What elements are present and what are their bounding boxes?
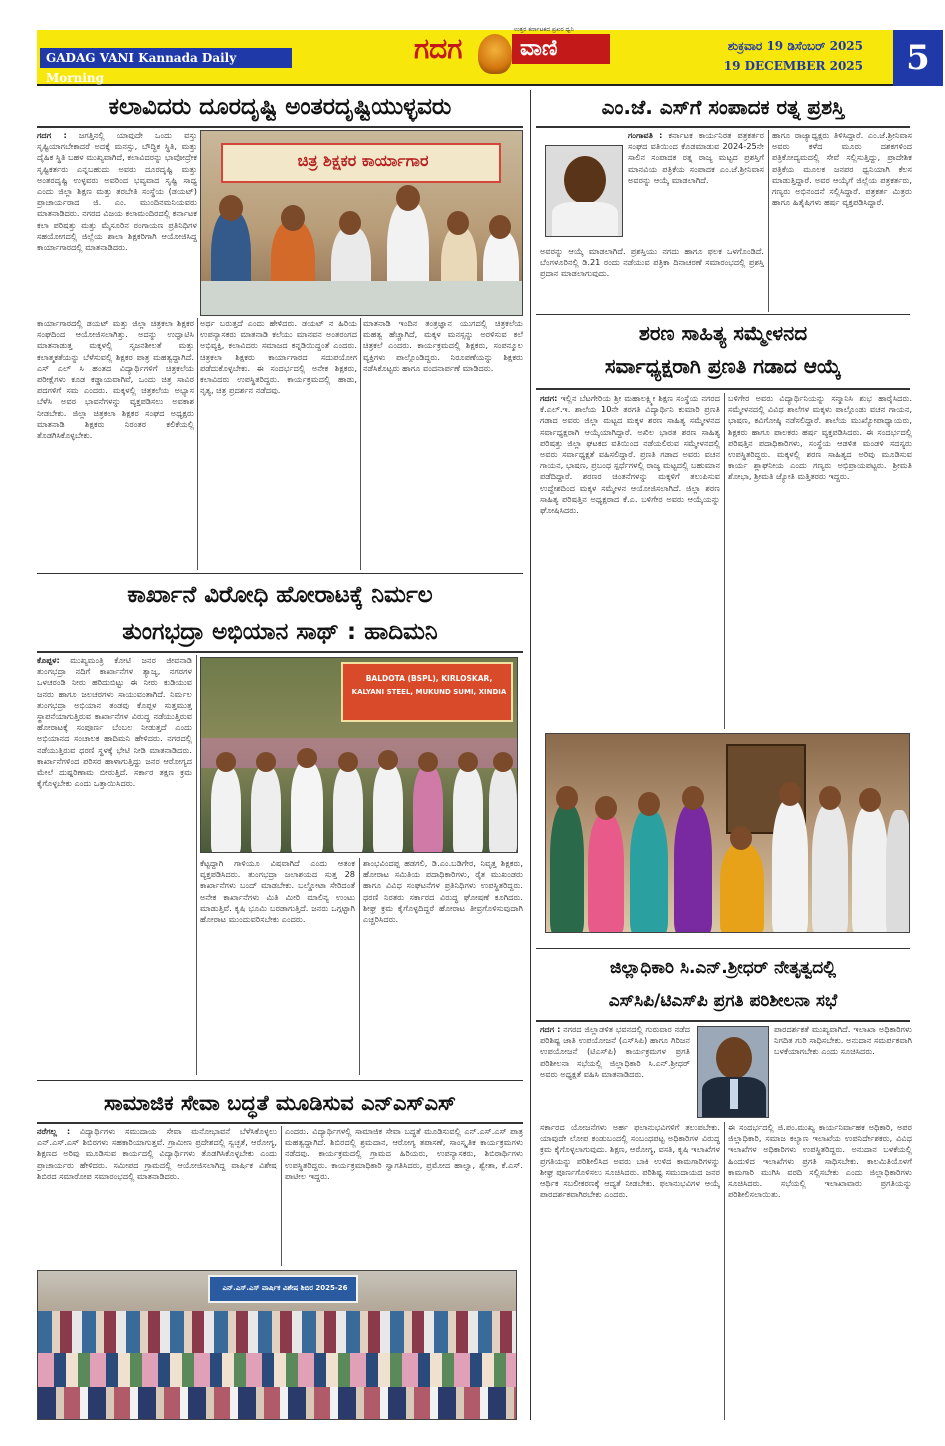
dc-portrait [697, 1026, 769, 1118]
factory-rule [37, 651, 523, 653]
factory-dateline: ಕೊಪ್ಪಳ: [37, 655, 60, 665]
artists-headline: ಕಲಾವಿದರು ದೂರದೃಷ್ಟಿ ಅಂತರದೃಷ್ಟಿಯುಳ್ಳವರು [108, 94, 452, 120]
nss-body-col1-text: ವಿದ್ಯಾರ್ಥಿಗಳು ಸಮುದಾಯ ಸೇವಾ ಮನೋಭಾವನೆ ಬೆಳೆಸಿಕೊಳ್ಳಲು ಎನ್.ಎಸ್.ಎಸ್ ಶಿಬಿರಗಳು ಸಹಕಾರಿಯಾಗುತ್ತವೆ. ಗ್ರಾಮೀಣ ಪ್ರದೇಶದಲ್ಲಿ ಸ್ವಚ್ಛತೆ, ಆರೋಗ್ಯ, ಶಿಕ್ಷಣದ ಅರಿವು ಮೂಡಿಸುವ ಕಾರ್ಯದಲ್ಲಿ ವಿದ್ಯಾರ್ಥಿಗಳು ತೊಡಗಿಸಿಕೊಳ್ಳಬೇಕು ಎಂದು ಪ್ರಾಚಾರ್ಯರು ಹೇಳಿದರು. ಸಮೀಪದ ಗ್ರಾಮದಲ್ಲಿ ಆಯೋಜಿಸಲಾಗಿದ್ದ ವಾರ್ಷಿಕ ವಿಶೇಷ ಶಿಬಿರದ ಸಮಾರೋಪ ಸಮಾರಂಭದಲ್ಲಿ ಮಾತನಾಡಿದರು. [37, 1126, 277, 1181]
paper-logo [414, 26, 614, 76]
sharana-body-col1-text: ಇಲ್ಲಿನ ಬೆಟಗೇರಿಯ ಶ್ರೀ ಮಹಾಲಕ್ಷ್ಮೀ ಶಿಕ್ಷಣ ಸಂಸ್ಥೆಯ ನಗರದ ಕೆ.ಎಲ್.ಇ. ಶಾಲೆಯ 10ನೇ ತರಗತಿ ವಿದ್ಯಾರ್ಥಿನಿ ಕುಮಾರಿ ಪ್ರಣತಿ ಗಡಾದ ಅವರು ಜಿಲ್ಲಾ ಮಟ್ಟದ ಮಕ್ಕಳ ಶರಣ ಸಾಹಿತ್ಯ ಸಮ್ಮೇಳನದ ಸರ್ವಾಧ್ಯಕ್ಷರಾಗಿ ಆಯ್ಕೆಯಾಗಿದ್ದಾರೆ. ಅಖಿಲ ಭಾರತ ಶರಣ ಸಾಹಿತ್ಯ ಪರಿಷತ್ತು ಜಿಲ್ಲಾ ಘಟಕದ ವತಿಯಿಂದ ನಡೆಯಲಿರುವ ಸಮ್ಮೇಳನದಲ್ಲಿ ಅವರು ಸರ್ವಾಧ್ಯಕ್ಷತೆ ವಹಿಸಲಿದ್ದಾರೆ. ಪ್ರಣತಿ ಗಡಾದ ಅವರು ವಚನ ಗಾಯನ, ಭಾಷಣ, ಪ್ರಬಂಧ ಸ್ಪರ್ಧೆಗಳಲ್ಲಿ ರಾಜ್ಯ ಮಟ್ಟದಲ್ಲಿ ಬಹುಮಾನ ಪಡೆದಿದ್ದಾರೆ. ಶರಣರ ಚಿಂತನೆಗಳನ್ನು ಮಕ್ಕಳಿಗೆ ತಲುಪಿಸುವ ಉದ್ದೇಶದಿಂದ ಮಕ್ಕಳ ಸಮ್ಮೇಳನ ಆಯೋಜಿಸಲಾಗಿದೆ. ಜಿಲ್ಲಾ ಶರಣ ಸಾಹಿತ್ಯ ಪರಿಷತ್ತಿನ ಅಧ್ಯಕ್ಷರಾದ ಕೆ.ಎ. ಬಳಿಗೇರ ಅವರು ಆಯ್ಕೆಯನ್ನು ಘೋಷಿಸಿದರು. [540, 393, 720, 516]
editor-award-dateline: ಗಂಗಾವತಿ : [628, 130, 663, 140]
artists-body-top [37, 130, 197, 316]
sharana-body-col1 [540, 393, 720, 729]
factory-photo-head [418, 752, 438, 772]
logo-tagline: ಉತ್ತರ ಕರ್ನಾಟಕದ ಪ್ರಖರ ಧ್ವನಿ [514, 26, 574, 33]
artists-photo-head [396, 185, 420, 211]
editor-portrait [545, 145, 623, 237]
factory-photo-banner [341, 662, 513, 722]
factory-headline-line1: ಕಾರ್ಖಾನೆ ವಿರೋಧಿ ಹೋರಾಟಕ್ಕೆ ನಿರ್ಮಲ [127, 582, 433, 608]
artists-photo-head [489, 215, 511, 239]
sharana-photo-person [772, 800, 808, 933]
editor-award-body-right [628, 130, 764, 245]
date-kannada: ಶುಕ್ರವಾರ 19 ಡಿಸೆಂಬರ್ 2025 [727, 39, 863, 53]
factory-body-col2: ಕೆಟ್ಟದ್ದಾಗಿ ಗಾಳಿಯೂ ವಿಷವಾಗಿದೆ ಎಂದು ಆತಂಕ ವ್ಯಕ್ತಪಡಿಸಿದರು. ತುಂಗಭದ್ರಾ ಜಲಾಶಯದ ಸುತ್ತ 28 ಕಾರ್ಖಾನೆಗಳು ಬಂದ್ ಮಾಡಬೇಕು. ಬಲ್ಡೋಟಾ ಸೇರಿದಂತೆ ಅನೇಕ ಕಾರ್ಖಾನೆಗಳು ಮಿತಿ ಮೀರಿ ಮಾಲಿನ್ಯ ಉಂಟು ಮಾಡುತ್ತಿವೆ. ಕೃಷಿ ಭೂಮಿ ಬರಡಾಗುತ್ತಿದೆ. ಜನರು ಒಗ್ಗಟ್ಟಾಗಿ ಹೋರಾಟ ಮುಂದುವರಿಸಬೇಕು ಎಂದರು. [200, 858, 355, 925]
artists-photo-table [201, 281, 523, 316]
factory-body-col3: ಶಾಂಭವಿಂದಪ್ಪ ಹಡಗಲಿ, ಡಿ.ಎಂ.ಬಡಿಗೇರ, ನಿವೃತ್ತ ಶಿಕ್ಷಕರು, ಹೋರಾಟ ಸಮಿತಿಯ ಪದಾಧಿಕಾರಿಗಳು, ರೈತ ಮುಖಂಡರು ಹಾಗೂ ವಿವಿಧ ಸಂಘಟನೆಗಳ ಪ್ರತಿನಿಧಿಗಳು ಉಪಸ್ಥಿತರಿದ್ದರು. ಧರಣಿ ನಿರತರು ಸರ್ಕಾರದ ವಿರುದ್ಧ ಘೋಷಣೆ ಕೂಗಿದರು. ಶೀಘ್ರ ಕ್ರಮ ಕೈಗೊಳ್ಳದಿದ್ದರೆ ಹೋರಾಟ ತೀವ್ರಗೊಳಿಸುವುದಾಗಿ ಎಚ್ಚರಿಸಿದರು. [363, 858, 523, 925]
sharana-photo-person [630, 810, 668, 933]
factory-photo-person [489, 766, 517, 853]
artists-body-col2: ಅರ್ಥ ಬರುತ್ತದೆ ಎಂದು ಹೇಳಿದರು. ಡಯಟ್ ನ ಹಿರಿಯ ಉಪನ್ಯಾಸಕರು ಮಾತನಾಡಿ ಕಲೆಯು ಮಾನವನ ಅಂತರಂಗದ ಅಭಿವ್ಯಕ್ತಿ, ಕಲಾವಿದರು ಸಮಾಜದ ಕನ್ನಡಿಯಿದ್ದಂತೆ ಎಂದರು. ಚಿತ್ರಕಲಾ ಶಿಕ್ಷಕರು ಕಾರ್ಯಾಗಾರದ ಸದುಪಯೋಗ ಪಡೆದುಕೊಳ್ಳಬೇಕು. ಈ ಸಂದರ್ಭದಲ್ಲಿ ಅನೇಕ ಶಿಕ್ಷಕರು, ಕಲಾವಿದರು ಉಪಸ್ಥಿತರಿದ್ದರು. ಕಾರ್ಯಕ್ರಮದಲ್ಲಿ ಹಾಡು, ನೃತ್ಯ, ಚಿತ್ರ ಪ್ರದರ್ಶನ ನಡೆದವು. [200, 318, 357, 396]
editor-award-body-right-text: ಕರ್ನಾಟಕ ಕಾರ್ಯನಿರತ ಪತ್ರಕರ್ತರ ಸಂಘದ ವತಿಯಿಂದ ಕೊಡಮಾಡುವ 2024-25ನೇ ಸಾಲಿನ ಸಂಪಾದಕ ರತ್ನ ರಾಜ್ಯ ಮಟ್ಟದ ಪ್ರಶಸ್ತಿಗೆ ಮಾನವಿಯ ಪತ್ರಿಕೆಯ ಸಂಪಾದಕ ಎಂ.ಜೆ.ಶ್ರೀನಿವಾಸ ಅವರನ್ನು ಆಯ್ಕೆ ಮಾಡಲಾಗಿದೆ. [628, 130, 764, 185]
artists-photo-head [447, 211, 469, 235]
editor-award-rule [536, 126, 910, 128]
logo-right-text: ವಾಣಿ [512, 34, 610, 64]
sharana-photo-person [674, 804, 712, 933]
factory-body-left-text: ಮುಖ್ಯಮಂತ್ರಿ ಕೋಟಿ ಜನರ ಜೀವನಾಡಿ ತುಂಗಭದ್ರಾ ನದಿಗೆ ಕಾರ್ಖಾನೆಗಳ ತ್ಯಾಜ್ಯ, ನಗರಗಳ ಒಳಚರಂಡಿ ನೀರು ಹರಿದುಬಿಟ್ಟು ಈ ನೀರು ಕುಡಿಯುವ ಜನರು ಹಾಗೂ ಜಲಚರಗಳು ಸಾಯುವಂತಾಗಿದೆ. ನಿರ್ಮಲ ತುಂಗಭದ್ರಾ ಅಭಿಯಾನ ತಂಡವು ಕೊಪ್ಪಳ ಸುತ್ತಮುತ್ತ ಸ್ಥಾಪನೆಯಾಗುತ್ತಿರುವ ಕಾರ್ಖಾನೆಗಳ ವಿರುದ್ಧ ನಡೆಯುತ್ತಿರುವ ಹೋರಾಟಕ್ಕೆ ಸಂಪೂರ್ಣ ಬೆಂಬಲ ನೀಡುತ್ತದೆ ಎಂದು ಅಭಿಯಾನದ ಸಂಚಾಲಕ ಹಾದಿಮನಿ ಹೇಳಿದರು. ನಗರದಲ್ಲಿ ನಡೆಯುತ್ತಿರುವ ಧರಣಿ ಸ್ಥಳಕ್ಕೆ ಭೇಟಿ ನೀಡಿ ಮಾತನಾಡಿದರು. ಕಾರ್ಖಾನೆಗಳಿಂದ ಪರಿಸರ ಹಾಳಾಗುತ್ತಿದ್ದು ಜನರ ಆರೋಗ್ಯದ ಮೇಲೆ ದುಷ್ಪರಿಣಾಮ ಬೀರುತ್ತಿದೆ. ಸರ್ಕಾರ ತಕ್ಷಣ ಕ್ರಮ ಕೈಗೊಳ್ಳಬೇಕು ಎಂದು ಒತ್ತಾಯಿಸಿದರು. [37, 655, 192, 789]
sharana-headline-line2: ಸರ್ವಾಧ್ಯಕ್ಷರಾಗಿ ಪ್ರಣತಿ ಗಡಾದ ಆಯ್ಕೆ [604, 354, 842, 378]
section-rule [536, 948, 910, 949]
factory-photo-person [413, 766, 443, 853]
sharana-photo-head [819, 786, 841, 810]
factory-photo-head [297, 748, 317, 768]
factory-photo [200, 657, 518, 853]
sharana-photo-head [595, 796, 617, 820]
dc-body-col2: ಈ ಸಂದರ್ಭದಲ್ಲಿ ಜಿ.ಪಂ.ಮುಖ್ಯ ಕಾರ್ಯನಿರ್ವಾಹಕ ಅಧಿಕಾರಿ, ಅಪರ ಜಿಲ್ಲಾಧಿಕಾರಿ, ಸಮಾಜ ಕಲ್ಯಾಣ ಇಲಾಖೆಯ ಉಪನಿರ್ದೇಶಕರು, ವಿವಿಧ ಇಲಾಖೆಗಳ ಅಧಿಕಾರಿಗಳು ಉಪಸ್ಥಿತರಿದ್ದರು. ಅನುದಾನ ಬಳಕೆಯಲ್ಲಿ ಹಿಂದುಳಿದ ಇಲಾಖೆಗಳು ಪ್ರಗತಿ ಸಾಧಿಸಬೇಕು. ಕಾಲಮಿತಿಯೊಳಗೆ ಕಾಮಗಾರಿ ಮುಗಿಸಿ ವರದಿ ಸಲ್ಲಿಸಬೇಕು ಎಂದು ಜಿಲ್ಲಾಧಿಕಾರಿಗಳು ಸೂಚಿಸಿದರು. ಸಭೆಯಲ್ಲಿ ಇಲಾಖಾವಾರು ಪ್ರಗತಿಯನ್ನು ಪರಿಶೀಲಿಸಲಾಯಿತು. [728, 1122, 912, 1200]
artists-photo-banner [221, 143, 501, 183]
factory-banner-line1: BALDOTA (BSPL), KIRLOSKAR, [365, 674, 493, 683]
column-divider [196, 655, 197, 1075]
sharana-photo [545, 733, 910, 933]
nss-photo-row-front [38, 1387, 517, 1420]
page-number: 5 [893, 30, 943, 86]
artists-body-col1: ಕಾರ್ಯಾಗಾರದಲ್ಲಿ ಡಯಟ್ ಮತ್ತು ಜಿಲ್ಲಾ ಚಿತ್ರಕಲಾ ಶಿಕ್ಷಕರ ಸಂಘದಿಂದ ಆಯೋಜಿಸಲಾಗಿತ್ತು. ಅದನ್ನು ಉದ್ಘಾಟಿಸಿ ಮಾತನಾಡುತ್ತ ಮಕ್ಕಳಲ್ಲಿ ಸೃಜನಶೀಲತೆ ಮತ್ತು ಕಲಾತ್ಮಕತೆಯನ್ನು ಬೆಳೆಸುವಲ್ಲಿ ಶಿಕ್ಷಕರ ಪಾತ್ರ ಮಹತ್ವದ್ದಾಗಿದೆ. ಎಸ್ ಎಲ್ ಸಿ ಹಂತದ ವಿದ್ಯಾರ್ಥಿಗಳಿಗೆ ಚಿತ್ರಕಲೆಯ ಪರೀಕ್ಷೆಗಳು ಕೂಡ ಕಡ್ಡಾಯವಾಗಿವೆ, ಒಂದು ಚಿತ್ರ ಸಾವಿರ ಪದಗಳಿಗೆ ಸಮ ಎಂದರು. ಮಕ್ಕಳಲ್ಲಿ ಚಿತ್ರಕಲೆಯ ಅಭ್ಯಾಸ ಬೆಳೆಸಿ ಅವರ ಭಾವನೆಗಳನ್ನು ವ್ಯಕ್ತಪಡಿಸಲು ಅವಕಾಶ ನೀಡಬೇಕು. ಜಿಲ್ಲಾ ಚಿತ್ರಕಲಾ ಶಿಕ್ಷಕರ ಸಂಘದ ಅಧ್ಯಕ್ಷರು ಮಾತನಾಡಿ ಶಿಕ್ಷಕರು ನಿರಂತರ ಕಲಿಕೆಯಲ್ಲಿ ತೊಡಗಿಸಿಕೊಳ್ಳಬೇಕು. [37, 318, 194, 441]
column-divider [197, 318, 198, 570]
artists-photo-head [339, 211, 361, 235]
sharana-photo-person [852, 806, 888, 933]
factory-headline-line2: ತುಂಗಭದ್ರಾ ಅಭಿಯಾನ ಸಾಥ್ : ಹಾದಿಮನಿ [122, 619, 438, 645]
sharana-photo-person [886, 810, 910, 933]
factory-photo-head [458, 752, 478, 772]
page-divider [530, 90, 531, 1420]
factory-photo-head [493, 752, 513, 772]
sharana-photo-head [682, 786, 704, 810]
column-divider [360, 318, 361, 570]
factory-photo-person [211, 766, 241, 853]
sharana-photo-head [638, 792, 660, 816]
artists-body-top-text: ಜಗತ್ತಿನಲ್ಲಿ ಯಾವುದೇ ಒಂದು ವಸ್ತು ಸೃಷ್ಟಿಯಾಗಬೇಕಾದರೆ ಅದಕ್ಕೆ ಮನಸ್ಸು, ಬೌದ್ಧಿಕ ಸ್ಥಿತಿ, ಮತ್ತು ದೈಹಿಕ ಸ್ಥಿತಿ ಬಹಳ ಮುಖ್ಯವಾಗಿದೆ, ಕಲಾವಿದರನ್ನು ಭಾವೋದ್ರೇಕ ಸೃಷ್ಟಿಕರ್ತರು ಎನ್ನಬಹುದು ಅವರು ದೂರದೃಷ್ಟಿ ಮತ್ತು ಅಂತರದೃಷ್ಟಿ ಉಳ್ಳವರು ಅವರಿಂದ ಭವ್ಯವಾದ ಸೃಷ್ಟಿ ಸಾಧ್ಯ ಎಂದು ಜಿಲ್ಲಾ ಶಿಕ್ಷಣ ಮತ್ತು ತರಬೇತಿ ಸಂಸ್ಥೆಯ (ಡಯಟ್) ಪ್ರಾಚಾರ್ಯರಾದ ಜಿ. ಎಂ. ಮುಂದಿನಮನಿಯವರು ಮಾತನಾಡಿದರು. ನಗರದ ವಿಜಯ ಕಲಾಮಂದಿರದಲ್ಲಿ ಕರ್ನಾಟಕ ಕಲಾ ಪರಿಷತ್ತು ಮತ್ತು ಮೈಸೂರಿನ ರಂಗಾಯಣ ಪ್ರತಿನಿಧಿಗಳ ಸಹಯೋಗದಲ್ಲಿ ಜಿಲ್ಲೆಯ ಶಾಲಾ ಶಿಕ್ಷಕರಿಗಾಗಿ ಆಯೋಜಿಸಿದ್ದ ಕಾರ್ಯಾಗಾರದಲ್ಲಿ ಮಾತನಾಡಿದರು. [37, 130, 197, 253]
paper-name: GADAG VANI Kannada Daily Morning [40, 48, 292, 68]
issue-date [713, 36, 863, 76]
artists-photo-head [219, 195, 243, 221]
sharana-photo-head [730, 826, 752, 850]
dc-body-top-left-text: ನಗರದ ಜಿಲ್ಲಾಡಳಿತ ಭವನದಲ್ಲಿ ಗುರುವಾರ ನಡೆದ ಪರಿಶಿಷ್ಟ ಜಾತಿ ಉಪಯೋಜನೆ (ಎಸ್‌ಸಿಪಿ) ಹಾಗೂ ಗಿರಿಜನ ಉಪಯೋಜನೆ (ಟಿಎಸ್‌ಪಿ) ಕಾರ್ಯಕ್ರಮಗಳ ಪ್ರಗತಿ ಪರಿಶೀಲನಾ ಸಭೆಯಲ್ಲಿ ಜಿಲ್ಲಾಧಿಕಾರಿ ಸಿ.ಎನ್.ಶ್ರೀಧರ್ ಅವರು ಅಧ್ಯಕ್ಷತೆ ವಹಿಸಿ ಮಾತನಾಡಿದರು. [540, 1024, 690, 1079]
sharana-photo-person [550, 804, 584, 933]
dc-headline-line1: ಜಿಲ್ಲಾಧಿಕಾರಿ ಸಿ.ಎನ್.ಶ್ರೀಧರ್ ನೇತೃತ್ವದಲ್ಲಿ [609, 958, 837, 978]
sharana-dateline: ಗದಗ: [540, 393, 558, 403]
nss-body-col2: ಎಂದರು. ವಿದ್ಯಾರ್ಥಿಗಳಲ್ಲಿ ಸಾಮಾಜಿಕ ಸೇವಾ ಬದ್ಧತೆ ಮೂಡಿಸುವಲ್ಲಿ ಎನ್.ಎಸ್.ಎಸ್ ಪಾತ್ರ ಮಹತ್ವದ್ದಾಗಿದೆ. ಶಿಬಿರದಲ್ಲಿ ಶ್ರಮದಾನ, ಆರೋಗ್ಯ ತಪಾಸಣೆ, ಸಾಂಸ್ಕೃತಿಕ ಕಾರ್ಯಕ್ರಮಗಳು ನಡೆದವು. ಕಾರ್ಯಕ್ರಮದಲ್ಲಿ ಗ್ರಾಮದ ಹಿರಿಯರು, ಉಪನ್ಯಾಸಕರು, ಶಿಬಿರಾರ್ಥಿಗಳು ಉಪಸ್ಥಿತರಿದ್ದರು. ಕಾರ್ಯಕ್ರಮಾಧಿಕಾರಿ ಸ್ವಾಗತಿಸಿದರು, ಪ್ರಮೋದ ಹಾಲ್ವಾ, ಶ್ವೇತಾ, ಕೆ.ಎಸ್. ಪಾಟೀಲ ಇದ್ದರು. [285, 1126, 523, 1181]
dc-dateline: ಗದಗ : [540, 1024, 561, 1034]
artists-dateline: ಗದಗ : [37, 130, 67, 140]
factory-photo-head [216, 752, 236, 772]
factory-photo-head [338, 752, 358, 772]
editor-award-body-col2: ಹಾಗೂ ರಾಜ್ಯಾಧ್ಯಕ್ಷರು ತಿಳಿಸಿದ್ದಾರೆ. ಎಂ.ಜೆ.ಶ್ರೀನಿವಾಸ ಅವರು ಕಳೆದ ಮೂರು ದಶಕಗಳಿಂದ ಪತ್ರಿಕೋದ್ಯಮದಲ್ಲಿ ಸೇವೆ ಸಲ್ಲಿಸುತ್ತಿದ್ದು, ಪ್ರಾದೇಶಿಕ ಪತ್ರಿಕೆಯ ಮೂಲಕ ಜನಪರ ಧ್ವನಿಯಾಗಿ ಕೆಲಸ ಮಾಡುತ್ತಿದ್ದಾರೆ. ಅವರ ಆಯ್ಕೆಗೆ ಜಿಲ್ಲೆಯ ಪತ್ರಕರ್ತರು, ಗಣ್ಯರು ಅಭಿನಂದನೆ ಸಲ್ಲಿಸಿದ್ದಾರೆ. ಪತ್ರಕರ್ತ ಮಿತ್ರರು ಹಾಗೂ ಹಿತೈಷಿಗಳು ಹರ್ಷ ವ್ಯಕ್ತಪಡಿಸಿದ್ದಾರೆ. [772, 130, 912, 208]
sharana-headline-line1: ಶರಣ ಸಾಹಿತ್ಯ ಸಮ್ಮೇಳನದ [638, 321, 808, 345]
section-rule [536, 314, 910, 315]
date-english: 19 DECEMBER 2025 [723, 59, 863, 73]
nss-banner-text: ಎನ್.ಎಸ್.ಎಸ್ ವಾರ್ಷಿಕ ವಿಶೇಷ ಶಿಬಿರ 2025-26 [222, 1284, 348, 1292]
factory-photo-person [291, 762, 323, 853]
dc-portrait-face [716, 1037, 752, 1079]
artists-photo [200, 130, 523, 316]
nss-rule [37, 1122, 523, 1124]
factory-photo-person [251, 766, 281, 853]
column-divider [359, 858, 360, 1075]
dc-body-col1: ಸರ್ಕಾರದ ಯೋಜನೆಗಳು ಅರ್ಹ ಫಲಾನುಭವಿಗಳಿಗೆ ತಲುಪಬೇಕು. ಯಾವುದೇ ಲೋಪ ಕಂಡುಬಂದಲ್ಲಿ ಸಂಬಂಧಪಟ್ಟ ಅಧಿಕಾರಿಗಳ ವಿರುದ್ಧ ಕ್ರಮ ಕೈಗೊಳ್ಳಲಾಗುವುದು. ಶಿಕ್ಷಣ, ಆರೋಗ್ಯ, ವಸತಿ, ಕೃಷಿ ಇಲಾಖೆಗಳ ಪ್ರಗತಿಯನ್ನು ಪರಿಶೀಲಿಸಿದ ಅವರು ಬಾಕಿ ಉಳಿದ ಕಾಮಗಾರಿಗಳನ್ನು ಶೀಘ್ರ ಪೂರ್ಣಗೊಳಿಸಲು ಸೂಚಿಸಿದರು. ಪರಿಶಿಷ್ಟ ಸಮುದಾಯದ ಜನರ ಆರ್ಥಿಕ ಸಬಲೀಕರಣಕ್ಕೆ ಆದ್ಯತೆ ನೀಡಬೇಕು. ಫಲಾನುಭವಿಗಳ ಆಯ್ಕೆ ಪಾರದರ್ಶಕವಾಗಿರಬೇಕು ಎಂದರು. [540, 1122, 720, 1200]
dc-body-top-right: ಪಾರದರ್ಶಕತೆ ಮುಖ್ಯವಾಗಿದೆ. ಇಲಾಖಾ ಅಧಿಕಾರಿಗಳು ನಿಗದಿತ ಗುರಿ ಸಾಧಿಸಬೇಕು. ಅನುದಾನ ಸಮರ್ಪಕವಾಗಿ ಬಳಕೆಯಾಗಬೇಕು ಎಂದು ಸೂಚಿಸಿದರು. [774, 1024, 912, 1057]
column-divider [768, 130, 769, 312]
column-divider [724, 393, 725, 729]
nss-photo [37, 1270, 517, 1420]
dc-body-top-left [540, 1024, 690, 1120]
nss-photo-banner [208, 1275, 358, 1303]
column-divider [281, 1126, 282, 1266]
section-rule [37, 1080, 523, 1081]
dc-rule [536, 1020, 910, 1022]
nss-photo-row-back [38, 1311, 517, 1353]
editor-award-body-bottom: ಅವರನ್ನು ಆಯ್ಕೆ ಮಾಡಲಾಗಿದೆ. ಪ್ರಶಸ್ತಿಯು ನಗದು ಹಾಗೂ ಫಲಕ ಒಳಗೊಂಡಿದೆ. ಬೆಂಗಳೂರಿನಲ್ಲಿ ಡಿ.21 ರಂದು ನಡೆಯುವ ಪತ್ರಿಕಾ ದಿನಾಚರಣೆ ಸಮಾರಂಭದಲ್ಲಿ ಪ್ರಶಸ್ತಿ ಪ್ರದಾನ ಮಾಡಲಾಗುವುದು. [540, 246, 764, 279]
sharana-photo-person [720, 844, 764, 933]
sharana-photo-person [812, 804, 848, 933]
factory-photo-person [333, 766, 363, 853]
logo-emblem-icon [478, 34, 512, 74]
editor-portrait-shirt [552, 202, 618, 237]
factory-banner-line2: KALYANI STEEL, MUKUND SUMI, XINDIA [351, 688, 507, 696]
artists-rule [37, 126, 523, 128]
sharana-photo-head [556, 786, 578, 810]
sharana-photo-person [588, 814, 624, 933]
factory-photo-head [256, 752, 276, 772]
factory-body-left [37, 655, 192, 1075]
dc-headline-line2: ಎಸ್‌ಸಿಪಿ/ಟಿಎಸ್‌ಪಿ ಪ್ರಗತಿ ಪರಿಶೀಲನಾ ಸಭೆ [608, 991, 838, 1011]
sharana-rule [536, 388, 910, 390]
dc-portrait-shirt [730, 1079, 738, 1109]
logo-left-text: ಗದಗ [414, 32, 463, 65]
nss-body-col1 [37, 1126, 277, 1266]
sharana-photo-head [779, 782, 801, 806]
artists-photo-head [281, 205, 305, 231]
section-rule [37, 573, 523, 574]
nss-headline: ಸಾಮಾಜಿಕ ಸೇವಾ ಬದ್ಧತೆ ಮೂಡಿಸುವ ಎನ್‌ಎಸ್‌ಎಸ್ [104, 1091, 456, 1115]
factory-photo-head [378, 750, 398, 770]
editor-portrait-face [564, 156, 606, 204]
column-divider [724, 1122, 725, 1420]
artists-photo-banner-text: ಚಿತ್ರ ಶಿಕ್ಷಕರ ಕಾರ್ಯಾಗಾರ [297, 151, 429, 170]
factory-photo-person [453, 766, 483, 853]
editor-award-headline: ಎಂ.ಜೆ. ಎಸ್‌ಗೆ ಸಂಪಾದಕ ರತ್ನ ಪ್ರಶಸ್ತಿ [601, 95, 845, 119]
artists-body-col3: ಮಾತನಾಡಿ ಇಂದಿನ ತಂತ್ರಜ್ಞಾನ ಯುಗದಲ್ಲಿ ಚಿತ್ರಕಲೆಯ ಮಹತ್ವ ಹೆಚ್ಚಾಗಿದೆ, ಮಕ್ಕಳ ಮನಸ್ಸನ್ನು ಅರಳಿಸುವ ಕಲೆ ಚಿತ್ರಕಲೆ ಎಂದರು. ಕಾರ್ಯಕ್ರಮದಲ್ಲಿ ಶಿಕ್ಷಕರು, ಸಂಪನ್ಮೂಲ ವ್ಯಕ್ತಿಗಳು ಪಾಲ್ಗೊಂಡಿದ್ದರು. ನಿರೂಪಣೆಯನ್ನು ಶಿಕ್ಷಕರು ನಡೆಸಿಕೊಟ್ಟರು ಹಾಗೂ ವಂದನಾರ್ಪಣೆ ಮಾಡಿದರು. [363, 318, 523, 373]
sharana-body-col2: ಬಳಿಗೇರ ಅವರು ವಿದ್ಯಾರ್ಥಿನಿಯನ್ನು ಸನ್ಮಾನಿಸಿ ಶುಭ ಹಾರೈಸಿದರು. ಸಮ್ಮೇಳನದಲ್ಲಿ ವಿವಿಧ ಶಾಲೆಗಳ ಮಕ್ಕಳು ಪಾಲ್ಗೊಂಡು ವಚನ ಗಾಯನ, ಭಾಷಣ, ಕವಿಗೋಷ್ಠಿ ನಡೆಸಲಿದ್ದಾರೆ. ಶಾಲೆಯ ಮುಖ್ಯೋಪಾಧ್ಯಾಯರು, ಶಿಕ್ಷಕರು ಹಾಗೂ ಪಾಲಕರು ಹರ್ಷ ವ್ಯಕ್ತಪಡಿಸಿದರು. ಈ ಸಂದರ್ಭದಲ್ಲಿ ಪರಿಷತ್ತಿನ ಪದಾಧಿಕಾರಿಗಳು, ಸಂಸ್ಥೆಯ ಆಡಳಿತ ಮಂಡಳಿ ಸದಸ್ಯರು ಉಪಸ್ಥಿತರಿದ್ದರು. ಮಕ್ಕಳಲ್ಲಿ ಶರಣ ಸಾಹಿತ್ಯದ ಅರಿವು ಮೂಡಿಸುವ ಕಾರ್ಯ ಶ್ಲಾಘನೀಯ ಎಂದು ಗಣ್ಯರು ಅಭಿಪ್ರಾಯಪಟ್ಟರು. ಶ್ರೀಮತಿ ಶೋಭಾ, ಶ್ರೀಮತಿ ಜ್ಯೋತಿ ಮತ್ತಿತರರು ಇದ್ದರು. [728, 393, 912, 482]
masthead [37, 26, 930, 86]
nss-dateline: ನರೆಗಲ್ಲ : [37, 1126, 71, 1136]
sharana-photo-head [859, 788, 881, 812]
factory-photo-person [373, 764, 403, 853]
nss-photo-row-middle [38, 1353, 517, 1387]
